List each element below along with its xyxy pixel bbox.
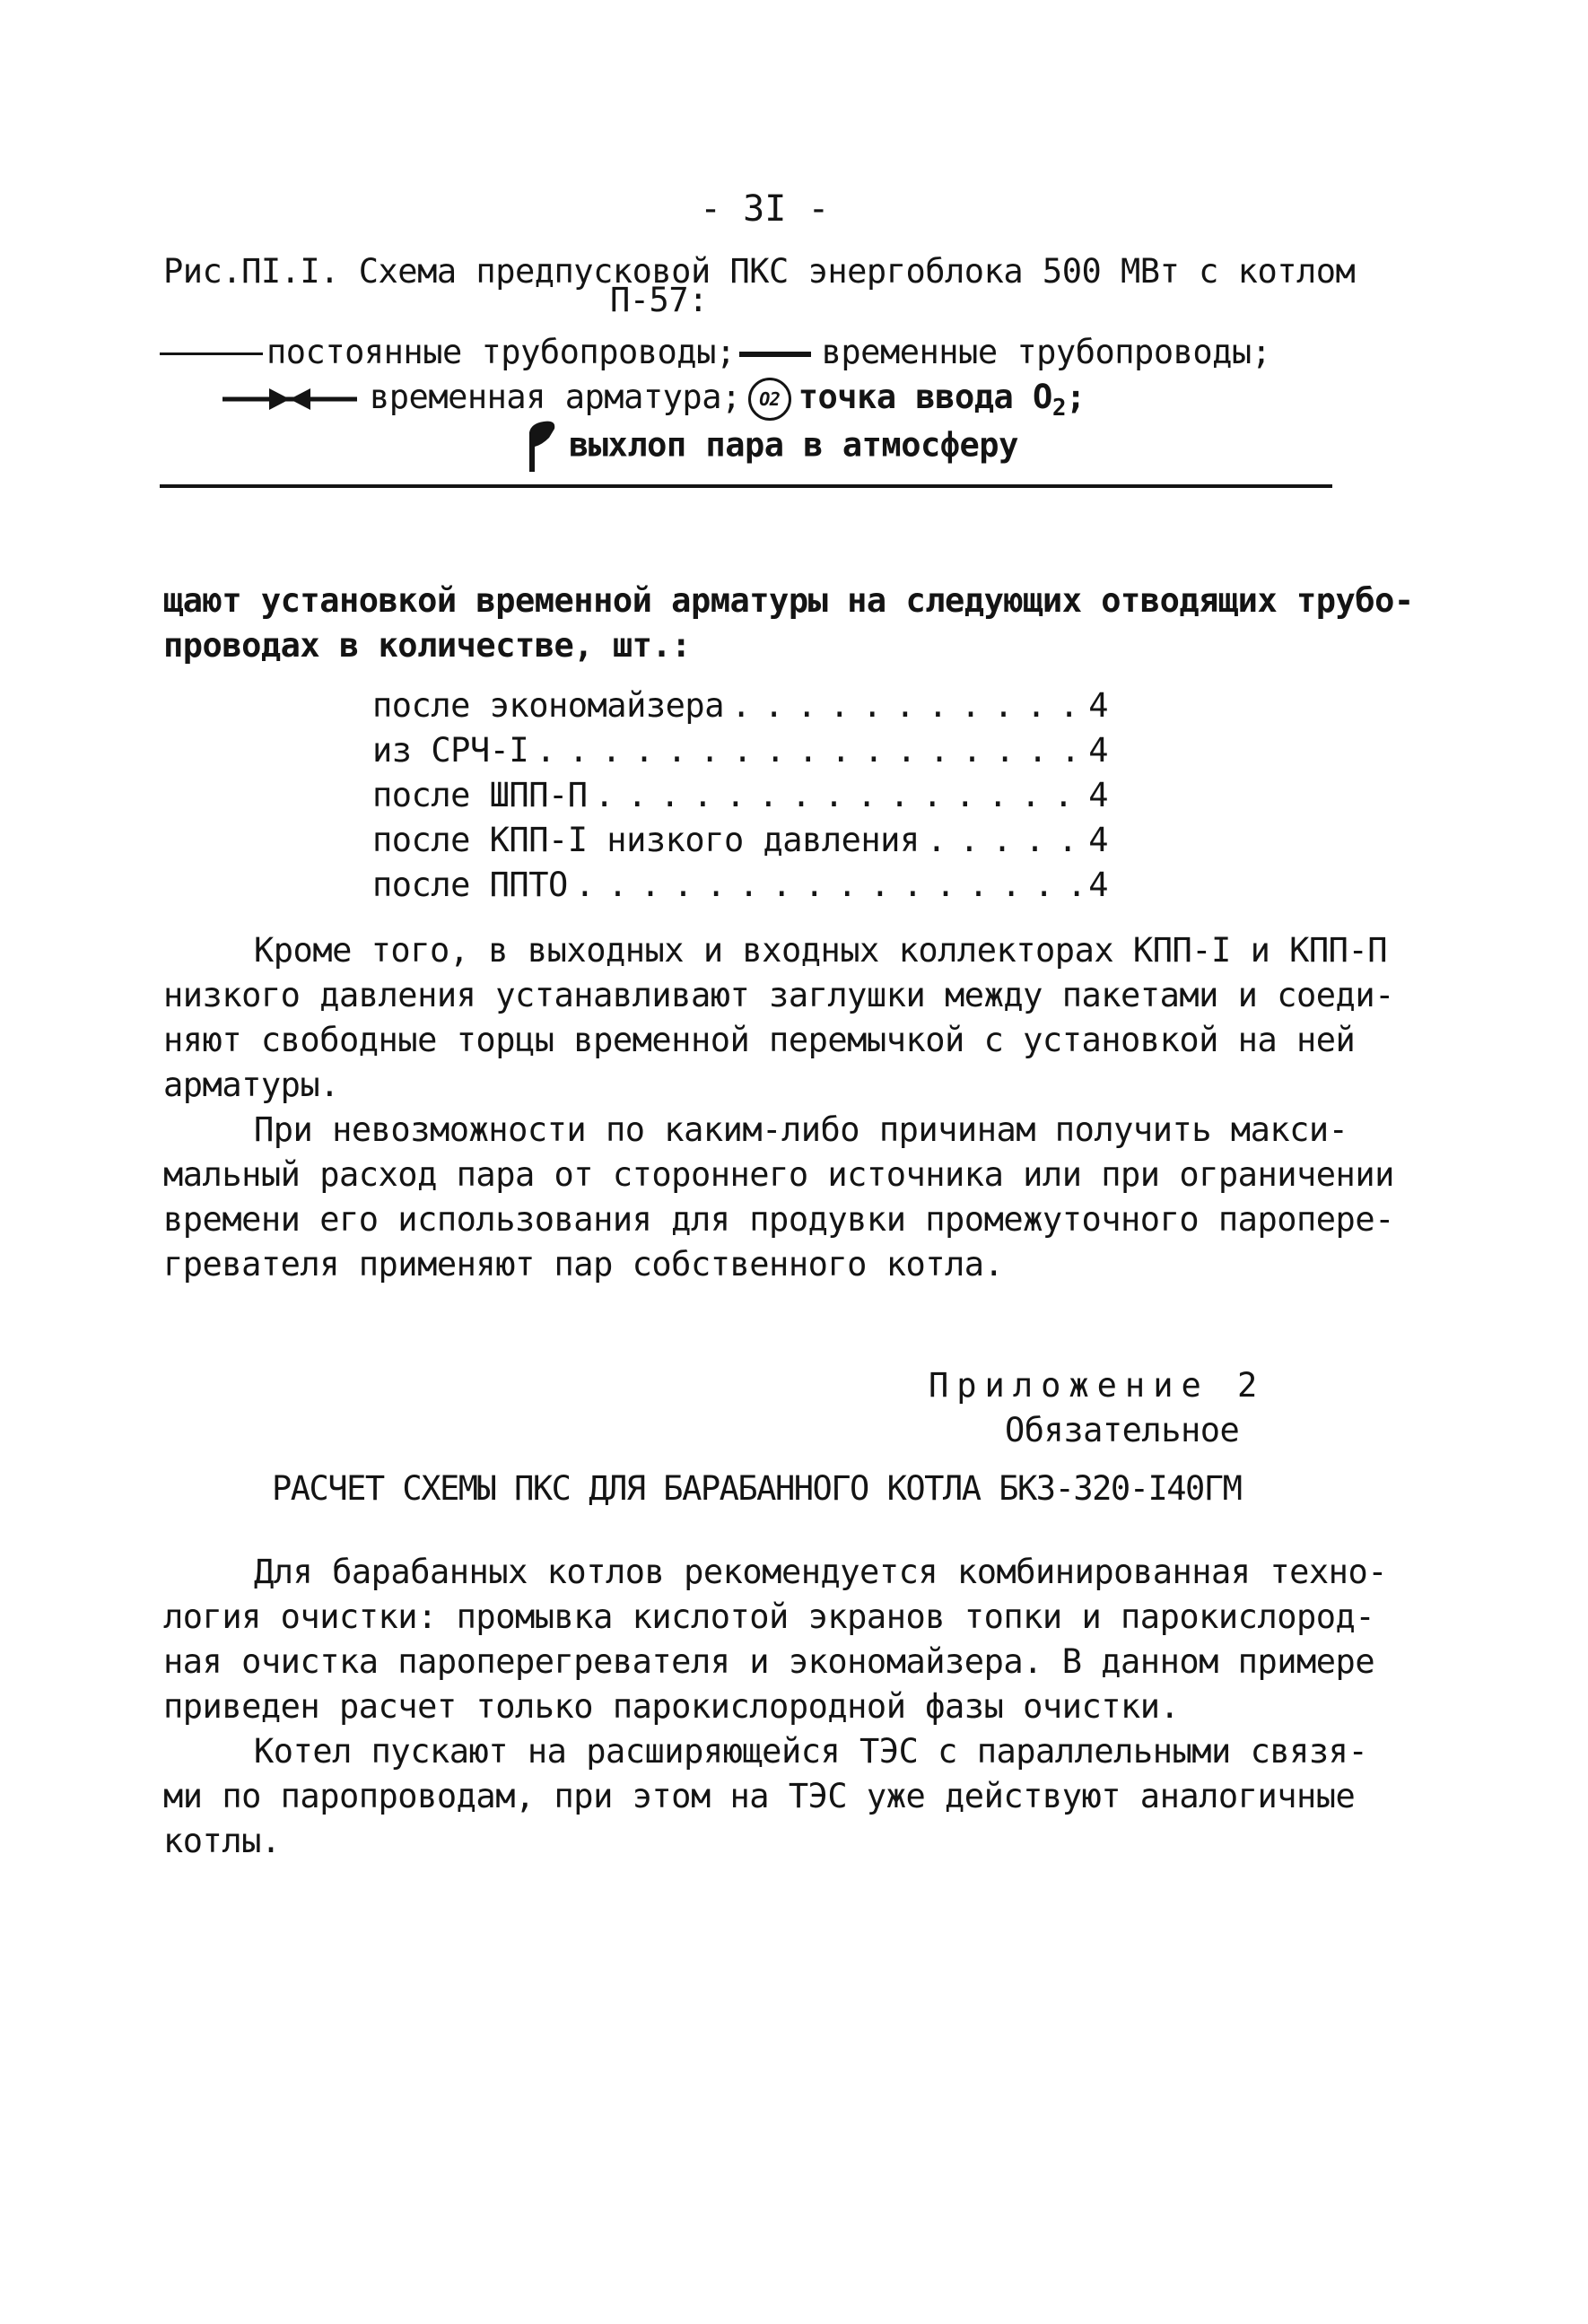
list-item: после КПП-I низкого давления . . . 4 bbox=[372, 818, 1108, 863]
paragraph-line: приведен расчет только парокислородной фазы очистки. bbox=[163, 1687, 1180, 1726]
section-divider bbox=[160, 484, 1332, 488]
list-item: после экономайзера . . . 4 bbox=[372, 683, 1108, 728]
figure-caption-title: Рис.ПI.I. Схема предпусковой ПКС энергоблока 500 МВт с котлом bbox=[163, 252, 1356, 291]
paragraph-line: котлы. bbox=[163, 1822, 281, 1860]
paragraph-line: времени его использования для продувки промежуточного паропере- bbox=[163, 1200, 1394, 1239]
paragraph-line: няют свободные торцы временной перемычкой с установкой на ней bbox=[163, 1021, 1356, 1059]
legend-row-exhaust bbox=[522, 420, 1018, 474]
paragraph-line: Для барабанных котлов рекомендуется комбинированная техно- bbox=[254, 1553, 1388, 1591]
appendix-title: РАСЧЕТ СХЕМЫ ПКС ДЛЯ БАРАБАННОГО КОТЛА БКЗ-320-I40ГМ bbox=[272, 1469, 1242, 1508]
legend-temporary-label: временные трубопроводы; bbox=[821, 333, 1271, 371]
appendix-label: Приложение 2 bbox=[929, 1366, 1266, 1405]
legend-row-pipelines bbox=[160, 330, 1270, 375]
figure-caption-subtitle: П-57: bbox=[610, 281, 708, 319]
list-item: из СРЧ-I . . . 4 bbox=[372, 728, 1108, 773]
paragraph-line: ми по паропроводам, при этом на ТЭС уже действуют аналогичные bbox=[163, 1777, 1356, 1815]
legend-permanent-label: постоянные трубопроводы; bbox=[266, 333, 736, 371]
valve-icon bbox=[222, 386, 357, 413]
legend-o2-label: точка ввода $O_2$; bbox=[798, 378, 1086, 422]
paragraph-line: При невозможности по каким-либо причинам получить макси- bbox=[254, 1110, 1348, 1149]
list-item: после ППТО . . . 4 bbox=[372, 863, 1108, 908]
paragraph-line: щают установкой временной арматуры на следующих отводящих трубо- bbox=[163, 581, 1414, 620]
paragraph-line: проводах в количестве, шт.: bbox=[163, 626, 691, 665]
paragraph-line: Кроме того, в выходных и входных коллекторах КПП-I и КПП-П bbox=[254, 931, 1388, 970]
permanent-line-icon bbox=[160, 353, 263, 355]
paragraph-line: мальный расход пара от стороннего источника или при ограничении bbox=[163, 1155, 1394, 1194]
paragraph-line: гревателя применяют пар собственного котла. bbox=[163, 1245, 1004, 1284]
paragraph-line: ная очистка пароперегревателя и экономайзера. В данном примере bbox=[163, 1642, 1375, 1681]
appendix-type: Обязательное bbox=[1005, 1411, 1240, 1449]
list-item: после ШПП-П . . . 4 bbox=[372, 773, 1108, 818]
legend-exhaust-label: выхлоп пара в атмосферу bbox=[569, 425, 1018, 465]
steam-exhaust-icon bbox=[522, 420, 558, 474]
paragraph-line: Котел пускают на расширяющейся ТЭС с параллельными связя- bbox=[254, 1732, 1368, 1771]
o2-point-icon: O2 bbox=[748, 378, 791, 421]
legend-valve-label: временная арматура; bbox=[370, 378, 741, 416]
page-number: - 3I - bbox=[700, 188, 830, 230]
paragraph-line: арматуры. bbox=[163, 1066, 339, 1104]
temporary-line-icon bbox=[739, 352, 811, 357]
paragraph-line: низкого давления устанавливают заглушки между пакетами и соеди- bbox=[163, 976, 1394, 1014]
paragraph-line: логия очистки: промывка кислотой экранов топки и парокислород- bbox=[163, 1597, 1375, 1636]
